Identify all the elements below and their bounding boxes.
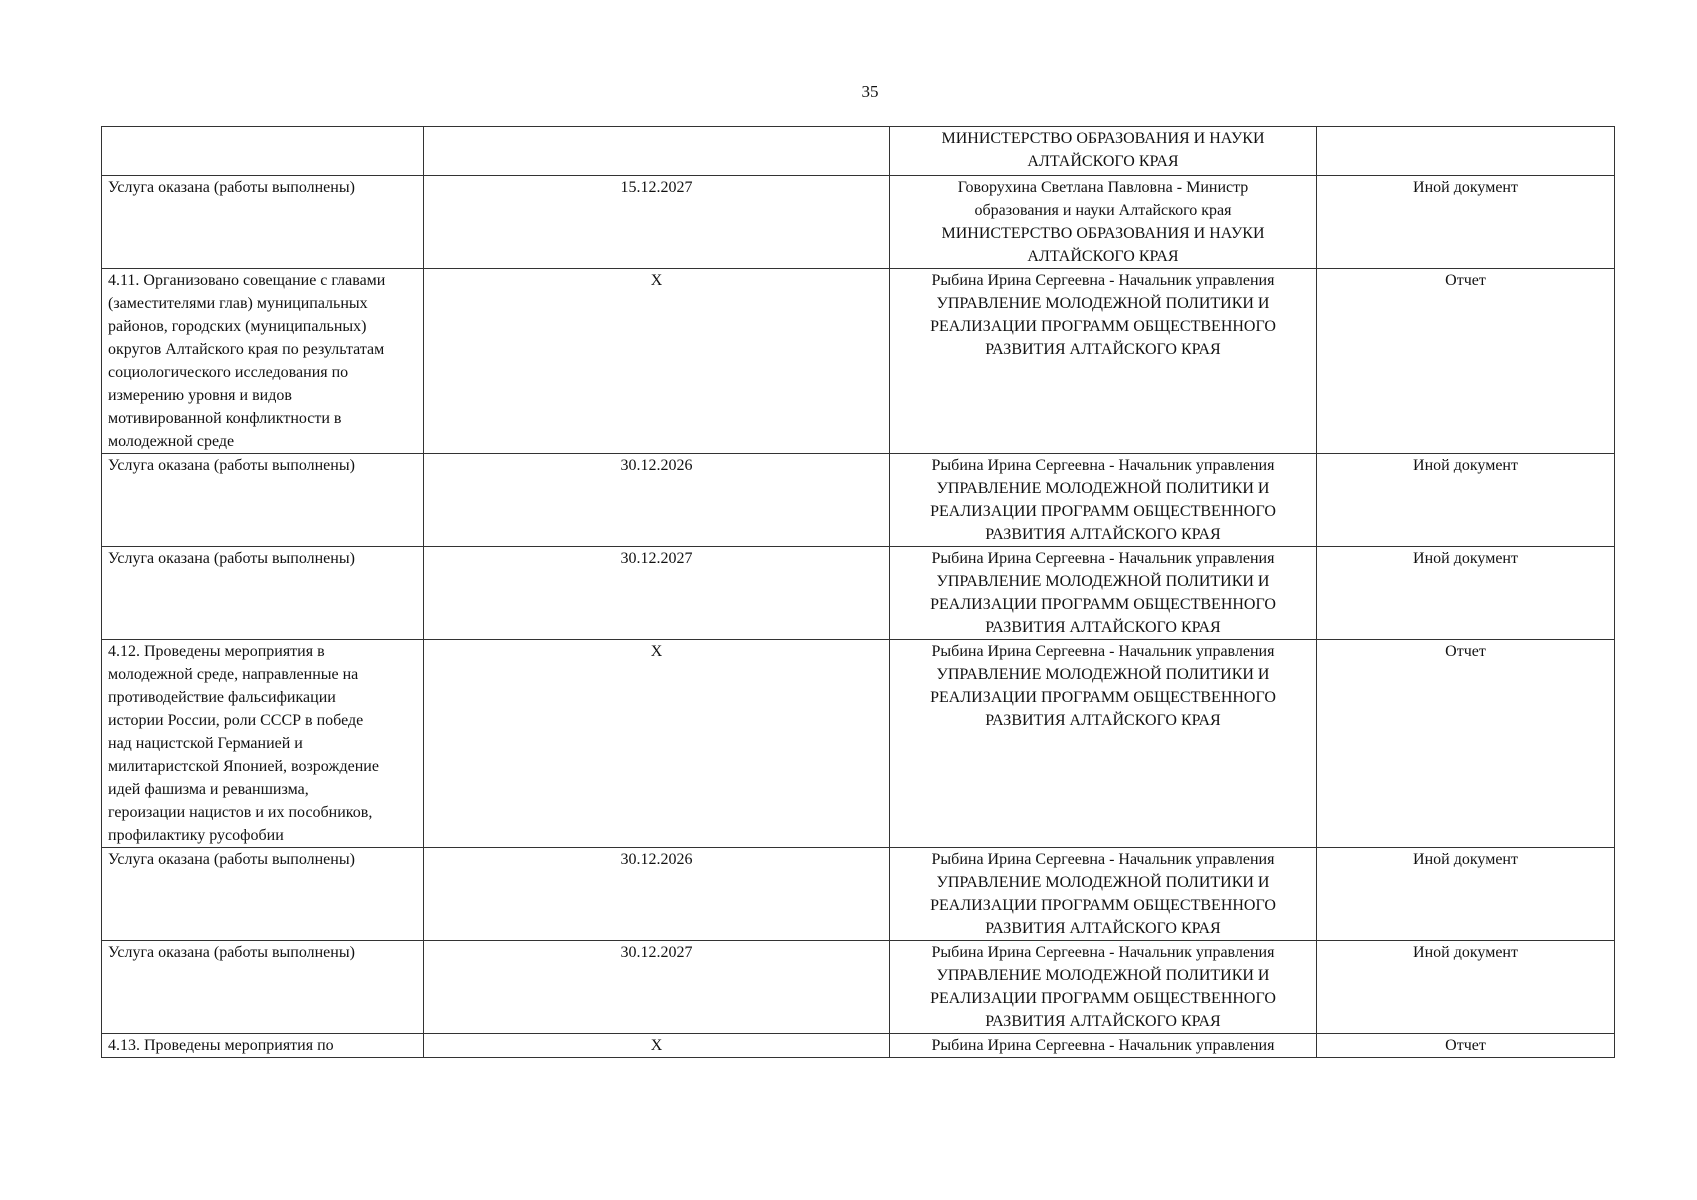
- responsible-line: РАЗВИТИЯ АЛТАЙСКОГО КРАЯ: [985, 1013, 1221, 1030]
- responsible-line: УПРАВЛЕНИЕ МОЛОДЕЖНОЙ ПОЛИТИКИ И: [936, 874, 1270, 891]
- date-cell: [424, 269, 890, 454]
- document-type: Отчет: [1445, 272, 1486, 289]
- date-value: X: [650, 272, 663, 289]
- responsible-line: УПРАВЛЕНИЕ МОЛОДЕЖНОЙ ПОЛИТИКИ И: [936, 967, 1270, 984]
- responsible-line: РЕАЛИЗАЦИИ ПРОГРАММ ОБЩЕСТВЕННОГО: [930, 318, 1276, 335]
- document-cell: [1317, 176, 1615, 269]
- responsible-line: Рыбина Ирина Сергеевна - Начальник управления: [931, 272, 1275, 289]
- document-cell: [1317, 1034, 1615, 1058]
- result-line: истории России, роли СССР в победе: [108, 712, 364, 729]
- result-line: районов, городских (муниципальных): [108, 318, 367, 335]
- result-line: измерению уровня и видов: [108, 387, 292, 404]
- date-value: 30.12.2026: [620, 851, 693, 868]
- document-cell: [1317, 454, 1615, 547]
- result-line: над нацистской Германией и: [108, 735, 303, 752]
- result-line: (заместителями глав) муниципальных: [108, 295, 368, 312]
- result-cell: [102, 269, 424, 454]
- result-line: Услуга оказана (работы выполнены): [108, 851, 355, 868]
- result-line: Услуга оказана (работы выполнены): [108, 457, 355, 474]
- responsible-line: Рыбина Ирина Сергеевна - Начальник управления: [931, 550, 1275, 567]
- table-row: [102, 176, 1615, 269]
- responsible-line: РАЗВИТИЯ АЛТАЙСКОГО КРАЯ: [985, 920, 1221, 937]
- responsible-cell: [890, 127, 1317, 176]
- table-row: [102, 127, 1615, 176]
- document-cell: [1317, 127, 1615, 176]
- responsible-line: РЕАЛИЗАЦИИ ПРОГРАММ ОБЩЕСТВЕННОГО: [930, 689, 1276, 706]
- result-line: Услуга оказана (работы выполнены): [108, 944, 355, 961]
- document-cell: [1317, 269, 1615, 454]
- result-cell: [102, 1034, 424, 1058]
- date-cell: [424, 127, 890, 176]
- result-line: противодействие фальсификации: [108, 689, 336, 706]
- document-type: Отчет: [1445, 1037, 1486, 1054]
- document-cell: [1317, 547, 1615, 640]
- date-cell: [424, 941, 890, 1034]
- document-cell: [1317, 941, 1615, 1034]
- responsible-line: МИНИСТЕРСТВО ОБРАЗОВАНИЯ И НАУКИ: [941, 225, 1265, 242]
- responsible-line: РЕАЛИЗАЦИИ ПРОГРАММ ОБЩЕСТВЕННОГО: [930, 897, 1276, 914]
- document-type: Иной документ: [1413, 851, 1518, 868]
- responsible-line: Говорухина Светлана Павловна - Министр: [957, 179, 1249, 196]
- date-value: 30.12.2026: [620, 457, 693, 474]
- result-line: Услуга оказана (работы выполнены): [108, 179, 355, 196]
- responsible-line: УПРАВЛЕНИЕ МОЛОДЕЖНОЙ ПОЛИТИКИ И: [936, 666, 1270, 683]
- result-cell: [102, 941, 424, 1034]
- result-line: округов Алтайского края по результатам: [108, 341, 385, 358]
- table-row: [102, 454, 1615, 547]
- result-cell: [102, 547, 424, 640]
- responsible-line: АЛТАЙСКОГО КРАЯ: [1027, 248, 1179, 265]
- table-row: [102, 640, 1615, 848]
- responsible-line: Рыбина Ирина Сергеевна - Начальник управления: [931, 851, 1275, 868]
- table-row: [102, 848, 1615, 941]
- responsible-cell: [890, 547, 1317, 640]
- responsible-line: Рыбина Ирина Сергеевна - Начальник управления: [931, 643, 1275, 660]
- responsible-line: образования и науки Алтайского края: [974, 202, 1232, 219]
- responsible-cell: [890, 1034, 1317, 1058]
- date-value: X: [650, 1037, 663, 1054]
- document-type: Иной документ: [1413, 457, 1518, 474]
- responsible-line: МИНИСТЕРСТВО ОБРАЗОВАНИЯ И НАУКИ: [941, 130, 1265, 147]
- document-type: Иной документ: [1413, 550, 1518, 567]
- page-number: 35: [861, 82, 879, 101]
- responsible-cell: [890, 454, 1317, 547]
- date-cell: [424, 454, 890, 547]
- result-line: молодежной среде: [108, 433, 235, 450]
- result-cell: [102, 848, 424, 941]
- date-value: 15.12.2027: [620, 179, 693, 196]
- document-type: Отчет: [1445, 643, 1486, 660]
- responsible-line: РЕАЛИЗАЦИИ ПРОГРАММ ОБЩЕСТВЕННОГО: [930, 596, 1276, 613]
- result-cell: [102, 640, 424, 848]
- table-row: [102, 547, 1615, 640]
- date-cell: [424, 1034, 890, 1058]
- document-type: Иной документ: [1413, 179, 1518, 196]
- result-line: идей фашизма и реваншизма,: [108, 781, 309, 798]
- date-cell: [424, 547, 890, 640]
- date-value: 30.12.2027: [620, 550, 693, 567]
- responsible-line: УПРАВЛЕНИЕ МОЛОДЕЖНОЙ ПОЛИТИКИ И: [936, 480, 1270, 497]
- responsible-line: Рыбина Ирина Сергеевна - Начальник управления: [931, 457, 1275, 474]
- responsible-line: РАЗВИТИЯ АЛТАЙСКОГО КРАЯ: [985, 619, 1221, 636]
- result-line: 4.11. Организовано совещание с главами: [108, 272, 386, 289]
- date-cell: [424, 176, 890, 269]
- result-line: Услуга оказана (работы выполнены): [108, 550, 355, 567]
- responsible-cell: [890, 269, 1317, 454]
- result-line: милитаристской Японией, возрождение: [108, 758, 379, 775]
- date-cell: [424, 848, 890, 941]
- responsible-line: РЕАЛИЗАЦИИ ПРОГРАММ ОБЩЕСТВЕННОГО: [930, 990, 1276, 1007]
- date-cell: [424, 640, 890, 848]
- result-line: профилактику русофобии: [108, 827, 284, 844]
- result-cell: [102, 176, 424, 269]
- document-type: Иной документ: [1413, 944, 1518, 961]
- responsible-line: УПРАВЛЕНИЕ МОЛОДЕЖНОЙ ПОЛИТИКИ И: [936, 295, 1270, 312]
- plan-table: [101, 126, 1615, 1058]
- responsible-line: Рыбина Ирина Сергеевна - Начальник управления: [931, 1037, 1275, 1054]
- table-row: [102, 941, 1615, 1034]
- result-line: 4.13. Проведены мероприятия по: [108, 1037, 334, 1054]
- responsible-line: РАЗВИТИЯ АЛТАЙСКОГО КРАЯ: [985, 341, 1221, 358]
- result-line: 4.12. Проведены мероприятия в: [108, 643, 325, 660]
- responsible-line: РАЗВИТИЯ АЛТАЙСКОГО КРАЯ: [985, 526, 1221, 543]
- result-cell: [102, 454, 424, 547]
- result-line: социологического исследования по: [108, 364, 349, 381]
- responsible-line: РЕАЛИЗАЦИИ ПРОГРАММ ОБЩЕСТВЕННОГО: [930, 503, 1276, 520]
- responsible-cell: [890, 640, 1317, 848]
- responsible-line: АЛТАЙСКОГО КРАЯ: [1027, 153, 1179, 170]
- date-value: 30.12.2027: [620, 944, 693, 961]
- result-cell: [102, 127, 424, 176]
- responsible-cell: [890, 176, 1317, 269]
- responsible-line: Рыбина Ирина Сергеевна - Начальник управления: [931, 944, 1275, 961]
- responsible-cell: [890, 848, 1317, 941]
- result-line: молодежной среде, направленные на: [108, 666, 359, 683]
- responsible-line: УПРАВЛЕНИЕ МОЛОДЕЖНОЙ ПОЛИТИКИ И: [936, 573, 1270, 590]
- result-line: мотивированной конфликтности в: [108, 410, 342, 427]
- document-cell: [1317, 640, 1615, 848]
- date-value: X: [650, 643, 663, 660]
- responsible-cell: [890, 941, 1317, 1034]
- table-row: [102, 269, 1615, 454]
- table-row: [102, 1034, 1615, 1058]
- responsible-line: РАЗВИТИЯ АЛТАЙСКОГО КРАЯ: [985, 712, 1221, 729]
- document-cell: [1317, 848, 1615, 941]
- result-line: героизации нацистов и их пособников,: [108, 804, 373, 821]
